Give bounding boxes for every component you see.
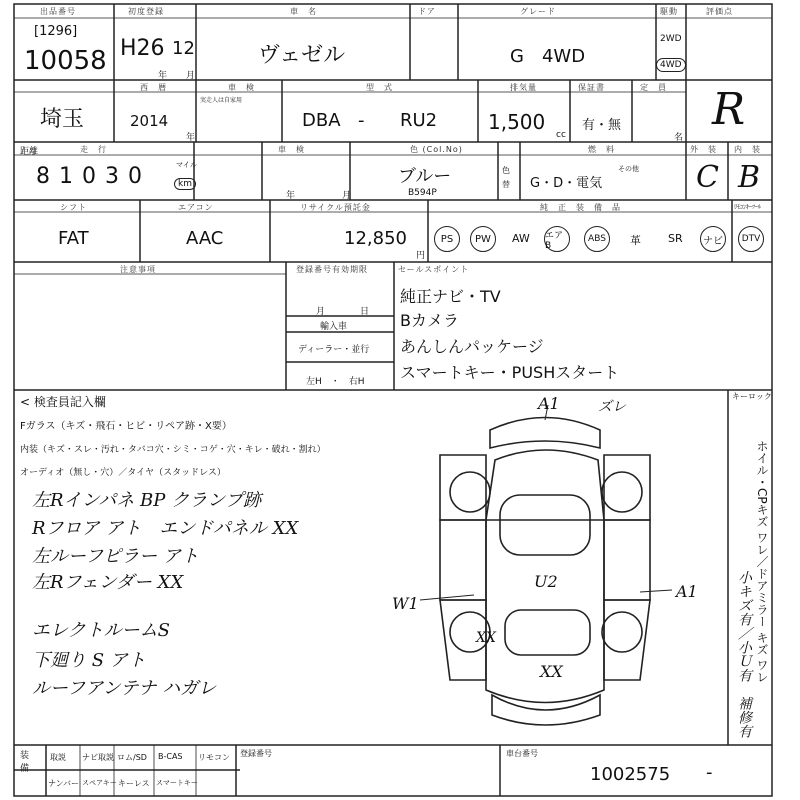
footer-item-rom: ロム/SD — [117, 753, 147, 762]
score-label: 評価点 — [706, 7, 733, 16]
equip-sr: SR — [668, 232, 683, 245]
model-type-label: 型 式 — [366, 83, 393, 92]
chassis-label: 車台番号 — [506, 749, 538, 758]
first-reg-label: 初度登録 — [128, 7, 164, 16]
grade-value: G 4WD — [510, 46, 586, 67]
footer-item-number: ナンバー — [48, 779, 80, 788]
right-handwritten: 小キズ有／小Ｕ有 補修有 — [736, 570, 752, 738]
sales-point-3: あんしんパッケージ — [400, 337, 544, 356]
glass-line: Fガラス（キズ・飛石・ヒビ・リペア跡・X要） — [20, 421, 232, 432]
capacity-unit: 名 — [674, 133, 684, 143]
interior-label: 内 装 — [734, 145, 761, 154]
model-label: 車 名 — [290, 7, 317, 16]
month-unit: 月 — [186, 71, 196, 81]
ac-label: エアコン — [178, 203, 214, 212]
interior-line: 内装（キズ・スレ・汚れ・タバコ穴・シミ・コゲ・穴・キレ・破れ・割れ） — [20, 445, 326, 455]
note-1: 左Rインパネ BP クランプ跡 — [32, 490, 262, 511]
chassis-number: 1002575 — [590, 764, 671, 785]
caution-label: 注意事項 — [120, 265, 156, 274]
color-change-label: 色替 — [502, 166, 510, 189]
equip-aw: AW — [512, 232, 530, 245]
mark-rear-xx: XX — [540, 662, 563, 681]
inspect-year: 年 — [286, 191, 296, 201]
capacity-label: 定 員 — [640, 83, 667, 92]
footer-item-manual: 取説 — [50, 753, 66, 762]
sales-label: セールスポイント — [398, 265, 470, 274]
warranty-value: 有・無 — [582, 118, 622, 133]
score-value: R — [712, 84, 746, 135]
reg-era: H26 — [120, 36, 165, 61]
year-label: 西 暦 — [140, 83, 167, 92]
reg-month-unit: 月 — [316, 307, 326, 317]
model-code: RU2 — [400, 110, 438, 131]
equip-label: 装 備 — [20, 751, 39, 774]
reg-number-label: 登録番号 — [240, 749, 272, 758]
interior-value: B — [738, 160, 761, 195]
color-value: ブルー — [398, 166, 452, 187]
fuel-value: G・D・電気 — [530, 176, 603, 191]
year-unit: 年 — [158, 71, 168, 81]
mark-left-w1: W1 — [392, 594, 419, 613]
remote-label: ﾘﾓｺﾝｷｰﾂｰﾙ — [734, 204, 762, 211]
equip-pw: PW — [470, 226, 496, 252]
grade-label: グレード — [520, 7, 556, 16]
mark-front-zure: ズレ — [598, 399, 626, 415]
equip-airbag: エアB — [544, 226, 570, 252]
footer-item-navi-manual: ナビ取説 — [82, 753, 114, 762]
footer-item-remote: リモコン — [198, 753, 230, 762]
equip-navi: ナビ — [700, 226, 726, 252]
note-2: Rフロア アト エンドパネル XX — [32, 518, 299, 539]
drive-2wd: 2WD — [660, 34, 682, 44]
mark-center-u2: U2 — [534, 572, 558, 591]
equipment-label: 純 正 装 備 品 — [540, 203, 621, 212]
mileage-note: 距離 — [20, 147, 39, 157]
sales-point-4: スマートキー・PUSHスタート — [400, 363, 620, 382]
displacement-label: 排気量 — [510, 83, 537, 92]
footer-item-bcas: B-CAS — [158, 752, 183, 761]
sales-point-2: Bカメラ — [400, 311, 459, 330]
displacement-value: 1,500 — [488, 110, 546, 134]
color-label: 色 (Col.No) — [410, 145, 463, 154]
inspect-label: 車 検 — [278, 145, 305, 154]
model-prefix: DBA — [302, 110, 341, 131]
color-code: B594P — [408, 188, 437, 198]
fuel-label: 燃 料 — [588, 145, 615, 154]
reg-day-unit: 日 — [360, 307, 370, 317]
equip-dtv: DTV — [738, 226, 764, 252]
note-5: エレクトルームS — [32, 620, 170, 641]
yen-unit: 円 — [416, 251, 426, 261]
mark-left-xx: XX — [476, 630, 496, 646]
inspect-month: 月 — [342, 191, 352, 201]
equip-ps: PS — [434, 226, 460, 252]
chassis-dash: - — [706, 762, 713, 783]
mile-label: マイル — [176, 161, 197, 169]
lot-number: 10058 — [24, 46, 107, 76]
mileage-label: 走 行 — [80, 145, 107, 154]
note-4: 左Rフェンダー XX — [32, 572, 184, 593]
year-unit-2: 年 — [186, 133, 196, 143]
prefecture: 埼玉 — [40, 107, 85, 132]
equip-abs: ABS — [584, 226, 610, 252]
mark-front-a1: A1 — [538, 394, 560, 413]
note-3: 左ルーフピラー アト — [32, 546, 199, 567]
recycle-value: 12,850 — [344, 228, 407, 249]
footer-item-smart-key: スマートキー — [156, 779, 198, 787]
door-label: ドア — [418, 7, 436, 16]
model-dash: - — [358, 110, 365, 131]
note-7: ルーフアンテナ ハガレ — [32, 678, 217, 699]
lot-label: 出品番号 — [40, 7, 76, 16]
year-value: 2014 — [130, 112, 169, 130]
mark-right-a1: A1 — [676, 582, 698, 601]
lot-sub: [1296] — [34, 24, 78, 39]
footer-item-keyless: キーレス — [118, 779, 150, 788]
sales-point-1: 純正ナビ・TV — [400, 287, 501, 306]
shift-label: シフト — [60, 203, 87, 212]
key-lock-label: キーロック — [732, 392, 772, 401]
equip-leather: 革 — [630, 234, 641, 247]
cc-unit: cc — [556, 130, 566, 140]
inspection-note: 実走人は自家用 — [200, 97, 243, 104]
reg-month: 12 — [172, 38, 195, 59]
dealer-label: ディーラー・並行 — [298, 345, 370, 355]
mileage-value: 81030 — [36, 164, 151, 189]
wheel-mirror-text: ホイル・CPキズ ワレ／ドアミラー キズ ワレ — [755, 440, 769, 684]
model-name: ヴェゼル — [258, 43, 346, 68]
fuel-other: その他 — [618, 165, 639, 173]
drive-4wd: 4WD — [656, 58, 686, 72]
footer-item-spare-key: スペアキー — [82, 779, 117, 787]
ac-value: AAC — [186, 228, 224, 249]
drive-label: 駆動 — [660, 7, 678, 16]
shift-value: FAT — [58, 228, 89, 249]
audio-line: オーディオ（無し・穴）／タイヤ（スタッドレス） — [20, 468, 226, 478]
note-6: 下廻り S アト — [32, 650, 146, 671]
recycle-label: リサイクル預託金 — [300, 203, 371, 212]
import-label: 輸入車 — [320, 322, 348, 332]
exterior-value: C — [696, 160, 719, 195]
inspection-label: 車 検 — [228, 83, 255, 92]
warranty-label: 保証書 — [578, 83, 605, 92]
inspector-title: < 検査員記入欄 — [20, 395, 106, 409]
exterior-label: 外 装 — [690, 145, 717, 154]
reg-expiry-label: 登録番号有効期限 — [296, 265, 368, 274]
km-label: km — [174, 178, 196, 190]
handle-label: 左H ・ 右H — [306, 377, 365, 387]
